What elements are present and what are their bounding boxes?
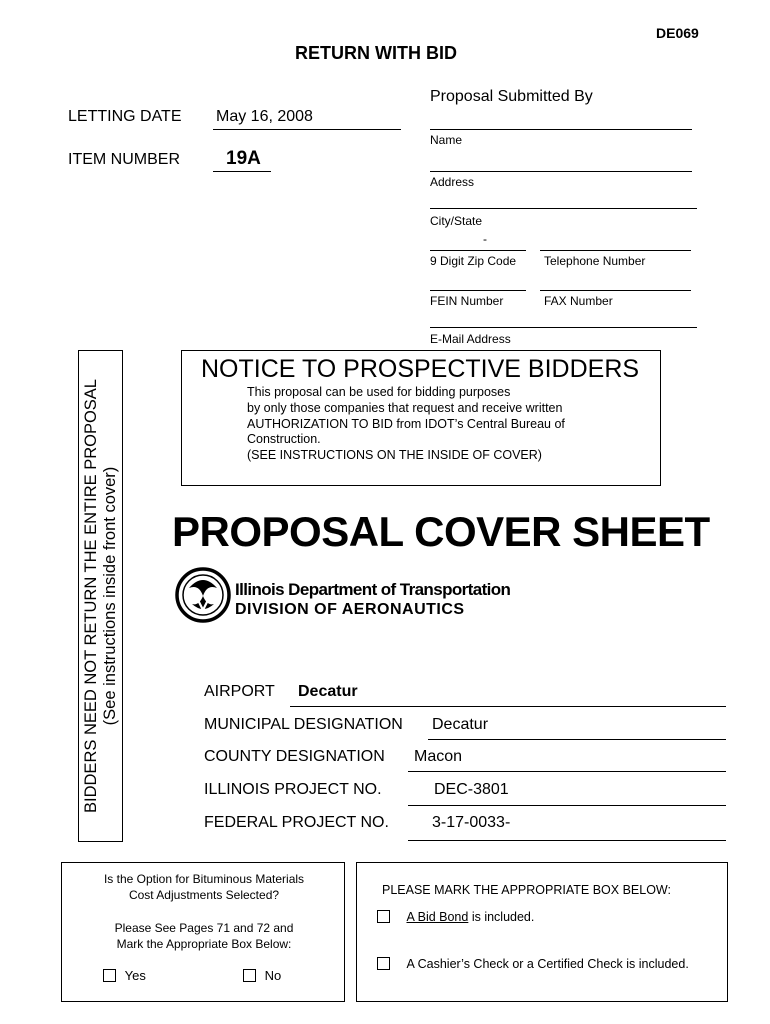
- item-number-line: [213, 171, 271, 172]
- city-state-field[interactable]: [430, 208, 697, 209]
- airport-line: [290, 706, 726, 707]
- cashier-check-option[interactable]: [377, 957, 689, 971]
- yes-label: Yes: [124, 968, 146, 984]
- municipal-line: [428, 739, 726, 740]
- airport-value: Decatur: [298, 683, 358, 700]
- email-label: E-Mail Address: [430, 332, 511, 346]
- fein-field[interactable]: [430, 290, 526, 291]
- option-instruction-line1: Please See Pages 71 and 72 and: [114, 921, 294, 935]
- notice-body: [247, 385, 565, 464]
- name-field[interactable]: [430, 129, 692, 130]
- notice-line: AUTHORIZATION TO BID from IDOT’s Central Bureau of: [247, 416, 565, 431]
- option-question-line2: Cost Adjustments Selected?: [128, 888, 280, 902]
- illinois-line: [408, 805, 726, 806]
- federal-project-value: 3-17-0033-: [432, 814, 511, 831]
- notice-line: This proposal can be used for bidding purposes: [247, 385, 511, 399]
- notice-line: Construction.: [247, 432, 321, 447]
- telephone-label: Telephone Number: [544, 254, 646, 268]
- proposal-cover-sheet-title: PROPOSAL COVER SHEET: [172, 508, 710, 555]
- county-designation-label: COUNTY DESIGNATION: [204, 748, 385, 765]
- notice-box: [181, 350, 661, 486]
- municipal-designation-value: Decatur: [432, 716, 489, 733]
- zip-field[interactable]: [430, 250, 526, 251]
- letting-date-line: [213, 129, 401, 130]
- address-label: Address: [430, 175, 475, 189]
- item-number-label: ITEM NUMBER: [68, 151, 180, 168]
- notice-line: by only those companies that request and receive written: [247, 400, 563, 415]
- option-instruction-line2: Mark the Appropriate Box Below:: [116, 937, 292, 951]
- notice-line: (SEE INSTRUCTIONS ON THE INSIDE OF COVER): [247, 448, 542, 463]
- federal-project-label: FEDERAL PROJECT NO.: [204, 814, 389, 831]
- yes-checkbox[interactable]: [103, 969, 116, 982]
- zip-dash: -: [483, 232, 487, 246]
- letting-date-value: May 16, 2008: [216, 108, 313, 125]
- bid-security-box: [356, 862, 728, 1002]
- email-field[interactable]: [430, 327, 697, 328]
- form-code: DE069: [656, 25, 699, 41]
- side-note-line2: (See instructions inside front cover): [100, 466, 119, 726]
- return-with-bid-header: RETURN WITH BID: [295, 43, 457, 63]
- bid-bond-option[interactable]: [377, 910, 534, 924]
- county-designation-value: Macon: [414, 748, 463, 765]
- telephone-field[interactable]: [540, 250, 691, 251]
- notice-title: NOTICE TO PROSPECTIVE BIDDERS: [201, 355, 640, 383]
- fax-field[interactable]: [540, 290, 691, 291]
- bid-bond-text: is included.: [468, 910, 535, 924]
- cashier-check-text: A Cashier’s Check or a Certified Check is included.: [406, 957, 689, 971]
- item-number-value: 19A: [226, 148, 261, 169]
- airport-label: AIRPORT: [204, 683, 275, 700]
- side-note-line1: BIDDERS NEED NOT RETURN THE ENTIRE PROPOSAL: [81, 379, 100, 813]
- city-state-label: City/State: [430, 214, 483, 228]
- name-label: Name: [430, 133, 463, 147]
- fein-label: FEIN Number: [430, 294, 504, 308]
- proposal-submitted-by-title: Proposal Submitted By: [430, 88, 593, 105]
- bid-bond-link[interactable]: A Bid Bond: [406, 910, 469, 924]
- zip-label: 9 Digit Zip Code: [430, 254, 517, 268]
- no-label: No: [264, 968, 282, 984]
- logo-line2: DIVISION OF AERONAUTICS: [235, 601, 465, 618]
- bid-bond-checkbox[interactable]: [377, 910, 390, 923]
- county-line: [408, 771, 726, 772]
- bituminous-option-box: [61, 862, 345, 1002]
- address-field[interactable]: [430, 171, 692, 172]
- logo-line1: Illinois Department of Transportation: [235, 580, 511, 599]
- cashier-check-checkbox[interactable]: [377, 957, 390, 970]
- federal-line: [408, 840, 726, 841]
- illinois-project-value: DEC-3801: [434, 781, 509, 798]
- illinois-project-label: ILLINOIS PROJECT NO.: [204, 781, 382, 798]
- option-question-line1: Is the Option for Bituminous Materials: [103, 872, 305, 886]
- no-option[interactable]: [243, 967, 281, 983]
- side-note-box: [78, 350, 123, 842]
- yes-option[interactable]: [103, 967, 146, 983]
- idot-logo-icon: [174, 566, 232, 624]
- no-checkbox[interactable]: [243, 969, 256, 982]
- bid-security-title: PLEASE MARK THE APPROPRIATE BOX BELOW:: [382, 883, 671, 897]
- municipal-designation-label: MUNICIPAL DESIGNATION: [204, 716, 403, 733]
- fax-label: FAX Number: [544, 294, 613, 308]
- letting-date-label: LETTING DATE: [68, 108, 182, 125]
